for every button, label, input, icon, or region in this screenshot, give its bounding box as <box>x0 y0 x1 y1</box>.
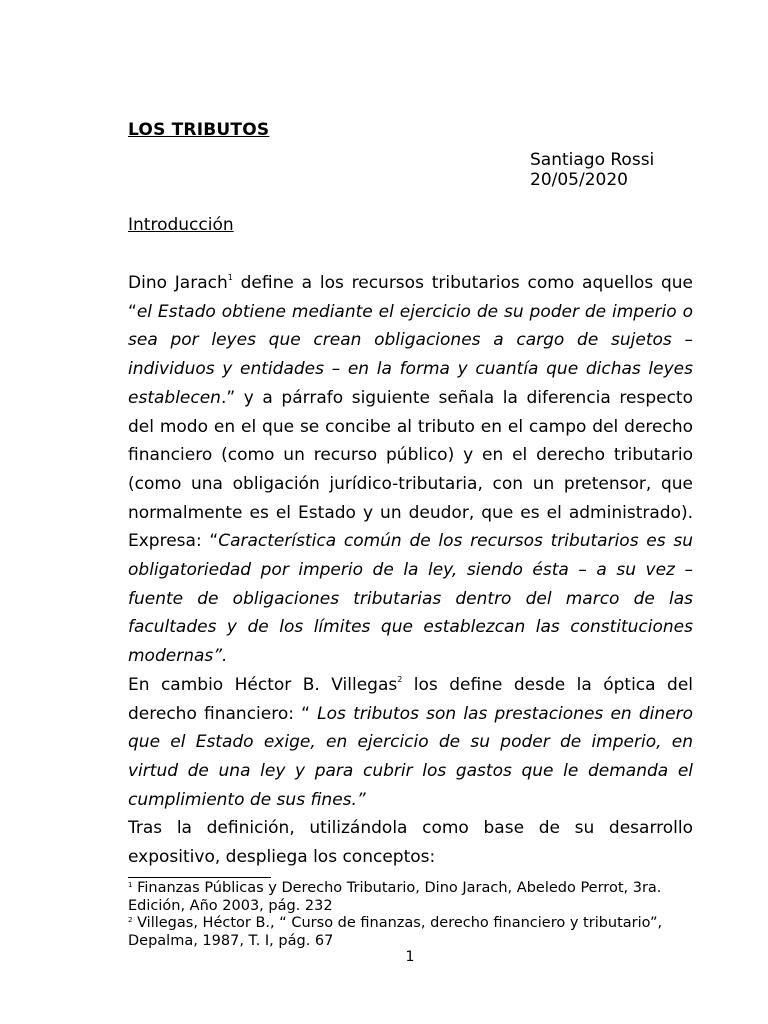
quote-jarach-2: Característica común de los recursos tributarios es su obligatoriedad por imperio de la ley, siendo ésta – a su vez – fuente de obligaciones tributarias dentro del marco de las facultades y de los límites que establezcan las constituciones modernas”. <box>128 531 693 667</box>
footnotes <box>128 880 693 950</box>
quote-villegas: Los tributos son las prestaciones en dinero que el Estado exige, en ejercicio de su poder de imperio, en virtud de una ley y para cubrir los gastos que le demanda el cumplimiento de sus fines.” <box>128 703 693 810</box>
page-number: 1 <box>405 949 415 965</box>
footnote-2 <box>128 915 693 950</box>
quote-jarach-1: el Estado obtiene mediante el ejercicio de su poder de imperio o sea por leyes que crean obligaciones a cargo de sujetos – individuos y entidades – en la forma y cuantía que dichas leyes establecen <box>128 301 693 408</box>
footnote-ref-2: 2 <box>397 674 403 684</box>
document-date: 20/05/2020 <box>530 170 628 190</box>
text-run: los define desde la óptica del derecho financiero: “ <box>128 674 693 724</box>
text-run: Dino Jarach <box>128 273 228 293</box>
footnote-ref-1: 1 <box>227 273 233 282</box>
body-text <box>128 269 693 872</box>
paragraph-jarach <box>128 269 693 671</box>
footnote-text: Finanzas Públicas y Derecho Tributario, Dino Jarach, Abeledo Perrot, 3ra. Edición, Año 2003, pág. 232 <box>128 880 662 914</box>
footnote-text: Villegas, Héctor B., “ Curso de finanzas, derecho financiero y tributario”, Depalma, 1987, T. I, pág. 67 <box>128 915 663 949</box>
paragraph-villegas <box>128 671 693 815</box>
text-run: En cambio Héctor B. Villegas <box>128 674 398 695</box>
section-heading: Introducción <box>128 215 234 235</box>
text-run: define a los recursos tributarios como aquellos que “ <box>128 273 693 322</box>
author-block <box>530 150 654 190</box>
footnote-1 <box>128 880 693 915</box>
paragraph-conceptos: Tras la definición, utilizándola como base de su desarrollo expositivo, despliega los conceptos: <box>128 818 693 868</box>
footnote-number: 1 <box>128 881 133 889</box>
footnote-number: 2 <box>128 916 133 924</box>
text-run: .” y a párrafo siguiente señala la diferencia respecto del modo en el que se concibe al tributo en el campo del derecho financiero (como un recurso público) y en el derecho tributario (como una obligación jurídico-tributaria, con un pretensor, que normalmente es el Estado y un deudor, que es el administrado). Expresa: “ <box>128 387 693 552</box>
author-name: Santiago Rossi <box>530 150 655 170</box>
footnote-separator <box>128 877 271 878</box>
document-title: LOS TRIBUTOS <box>128 120 270 140</box>
